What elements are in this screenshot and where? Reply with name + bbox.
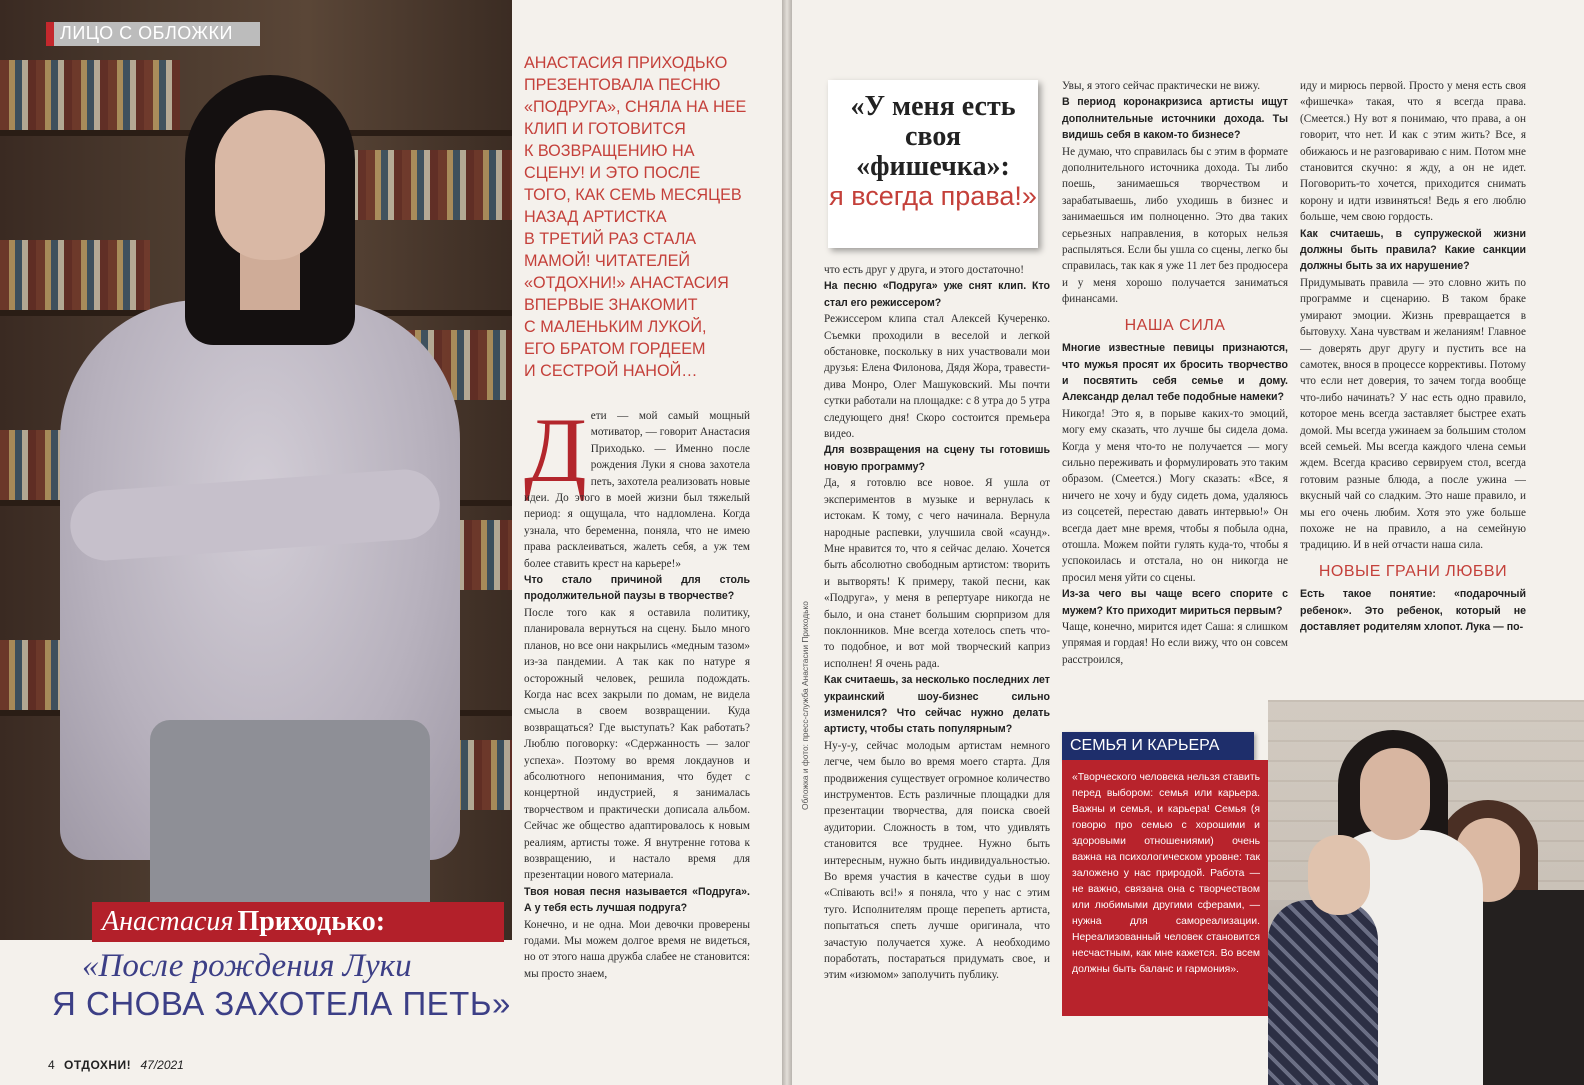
bookshelf-books bbox=[0, 240, 150, 310]
lead-line: «ОТДОХНИ!» АНАСТАСИЯ bbox=[524, 274, 729, 292]
section-subheading: НАША СИЛА bbox=[1124, 316, 1226, 334]
bookshelf-books bbox=[0, 60, 180, 130]
interview-answer: Чаще, конечно, мирится идет Саша: я слишком упрямая и гордая! Но если вижу, что он совсем расстроился, bbox=[1062, 621, 1288, 666]
article-column-right-3 bbox=[1300, 78, 1526, 696]
last-name: Приходько: bbox=[237, 906, 386, 937]
bookshelf-books bbox=[330, 150, 512, 220]
photo-credit: Обложка и фото: пресс-служба Анастасии Приходько bbox=[800, 601, 810, 810]
pull-quote bbox=[828, 80, 1038, 248]
interview-question: Что стало причиной для столь продолжительной паузы в творчестве? bbox=[524, 574, 750, 603]
interview-question: Из-за чего вы чаще всего спорите с мужем? Кто приходит мириться первым? bbox=[1062, 588, 1288, 617]
interview-answer: ети — мой самый мощный мотиватор, — говорит Анастасия Приходько. — Именно после рождения Луки я снова захотела петь, захотела реализовать новые идеи. До этого в моей жизни был тяжелый период: я ощущала, что надломлена. Когда узнала, что беременна, поняла, что не имею права расклеиваться, жалеть себя, а уж тем более ставить крест на карьере!» bbox=[524, 410, 750, 570]
pull-quote-line-2: я всегда права!» bbox=[829, 181, 1037, 211]
mother-face bbox=[1360, 748, 1430, 840]
interview-answer: Ну-у-у, сейчас молодым артистам немного легче, чем было во время моего старта. Для продвижения существует огромное количество инструментов. Есть различные площадки для презентации творчества, для поиска своей аудитории. Сложность в том, что удивлять становится все труднее. Нужно быть интересным, нужно быть индивидуальностью. Во время участия в качестве судьи в шоу «Співають всі!» я поняла, что у нас с этим туго. Исполнителям проще перепеть артиста, попытаться спеть лучше оригинала, что зачастую получается хуже. А необходимо поработать, постараться придумать свое, и этим «изюмом» заполучить публику. bbox=[824, 739, 1050, 982]
drop-cap: Д bbox=[524, 408, 587, 501]
lead-line: ПРЕЗЕНТОВАЛА ПЕСНЮ bbox=[524, 76, 721, 94]
family-photo bbox=[1268, 700, 1584, 1085]
article-column-right-2 bbox=[1062, 78, 1288, 724]
interview-question: Как считаешь, в супружеской жизни должны быть правила? Какие санкции должны быть за их нарушение? bbox=[1300, 227, 1526, 273]
sidebar-text: «Творческого человека нельзя ставить перед выбором: семья или карьера. Важны и семья, и карьера! Семья (я говорю про семью с хорошими и здоровыми отношениями) очень важна на психологическом уровне: так заложено у нас природой. Работа — не важно, связана она с творчеством или любимыми другими сферами, — нужна для самореализации. Нереализованный человек становится несчастным, как мне кажется. Во всем должны быть баланс и гармония». bbox=[1072, 772, 1260, 975]
lead-line: К ВОЗВРАЩЕНИЮ НА bbox=[524, 142, 695, 160]
interview-question: Есть такое понятие: «подарочный ребенок». Это ребенок, который не доставляет родителям хлопот. Лука — по- bbox=[1300, 588, 1526, 633]
article-column-right-1 bbox=[824, 262, 1050, 1026]
interview-question: На песню «Подруга» уже снят клип. Кто стал его режиссером? bbox=[824, 280, 1050, 309]
issue-number: 47/2021 bbox=[140, 1058, 184, 1072]
sidebar-title bbox=[1062, 732, 1254, 760]
sidebar-title-text: СЕМЬЯ И КАРЬЕРА bbox=[1070, 737, 1220, 754]
article-column-left bbox=[524, 408, 750, 1022]
interview-answer: иду и мирюсь первой. Просто у меня есть своя «фишечка» такая, что я всегда права. (Смеется.) Ну вот я понимаю, что права, а он говорит, что нет. И как с этим жить? Все, я обижаюсь и не разговариваю с ним. Потом мне становится скучно: я жду, а он не идет. Поговорить-то хочется, приходится снимать корону и идти извиняться! Ведь я его люблю больше, чем свою гордость. bbox=[1300, 80, 1526, 224]
interview-answer: что есть друг у друга, и этого достаточно! bbox=[824, 264, 1024, 276]
magazine-name: ОТДОХНИ! bbox=[64, 1058, 132, 1072]
lead-line: ЕГО БРАТОМ ГОРДЕЕМ bbox=[524, 340, 706, 358]
interview-answer: Да, я готовлю все новое. Я ушла от экспериментов в музыке и вернулась к истокам. К тому, с чего начинала. Вернула народные распевки, улучшила свой «саунд». Мне нравится то, что я сейчас делаю. Хочется быть абсолютно свободным артистом: творить и вытворять! К примеру, такой песни, как «Подруга», у меня в репертуаре никогда не было, и она станет большим сюрпризом для поклонников. Мне всегда хотелось спеть что-то подобное, и вот мой творческий каприз исполнен! Я очень рада. bbox=[824, 477, 1050, 670]
section-rubric bbox=[46, 22, 260, 46]
lead-line: С МАЛЕНЬКИМ ЛУКОЙ, bbox=[524, 318, 707, 336]
interview-question: Многие известные певицы признаются, что мужья просят их бросить творчество и посвятить себя семье и дому. Александр делал тебе подобные намеки? bbox=[1062, 342, 1288, 404]
interview-answer: После того как я оставила политику, планировала вернуться на сцену. Было много планов, но все они накрылись «медным тазом» из-за пандемии. А так как по натуре я осторожный человек, решила подождать. Когда нас всех закрыли по домам, не видела смысла в своем возвращении. Куда возвращаться? Где выступать? Как работать? Люблю поговорку: «Сдержанность — залог успеха». Поэтому во время локдаунов и абсолютного непонимания, что будет с концертной индустрией, я занималась творчеством и практически дописала альбом. Сейчас же общество адаптировалось к новым реалиям, артисты тоже. Я внутренне готова к возвращению, и настало время для презентации нового материала. bbox=[524, 606, 750, 882]
interview-answer: Никогда! Это я, в порыве каких-то эмоций, могу ему сказать, что лучше бы сидела дома. Когда у меня что-то не получается — могу сильно переживать и формулировать это таким образом. (Смеется.) Могу сказать: «Все, я ничего не хочу и буду сидеть дома, удаляюсь из соцсетей, перестаю давать интервью!» Он всегда дает мне время, чтобы я побыла одна, отошла. Можем пойти гулять куда-то, чтобы я успокоилась и отстала, но он никогда не просил меня уйти со сцены. bbox=[1062, 407, 1288, 584]
page-number: 4 bbox=[48, 1058, 55, 1072]
rubric-label: ЛИЦО С ОБЛОЖКИ bbox=[60, 23, 233, 43]
interview-question: Как считаешь, за несколько последних лет украинский шоу-бизнес сильно изменился? Что сейчас нужно делать артисту, чтобы стать популярным? bbox=[824, 674, 1050, 736]
left-page bbox=[0, 0, 782, 1085]
interview-question: В период коронакризиса артисты ищут дополнительные источники дохода. Ты видишь себя в каком-то бизнесе? bbox=[1062, 96, 1288, 142]
boy-figure bbox=[1268, 900, 1378, 1085]
pull-quote-line-1: «У меня есть своя «фишечка»: bbox=[850, 91, 1016, 182]
lead-paragraph bbox=[524, 52, 752, 382]
lead-line: В ТРЕТИЙ РАЗ СТАЛА bbox=[524, 230, 697, 248]
lead-line: СЦЕНУ! И ЭТО ПОСЛЕ bbox=[524, 164, 701, 182]
name-banner bbox=[92, 902, 504, 942]
face bbox=[215, 110, 325, 260]
lead-line: КЛИП И ГОТОВИТСЯ bbox=[524, 120, 686, 138]
interview-answer: Конечно, и не одна. Мои девочки проверены годами. Мы можем долгое время не видеться, но от этого наша дружба слабее не становится: мы просто знаем, bbox=[524, 918, 750, 980]
lead-line: И СЕСТРОЙ НАНОЙ… bbox=[524, 362, 698, 380]
lead-line: ВПЕРВЫЕ ЗНАКОМИТ bbox=[524, 296, 698, 314]
interview-question: Твоя новая песня называется «Подруга». А у тебя есть лучшая подруга? bbox=[524, 885, 750, 915]
rubric-accent bbox=[46, 22, 54, 46]
headline-line-1: «После рождения Луки bbox=[82, 948, 412, 984]
headline-line-2: Я СНОВА ЗАХОТЕЛА ПЕТЬ» bbox=[52, 985, 511, 1022]
section-subheading: НОВЫЕ ГРАНИ ЛЮБВИ bbox=[1318, 562, 1508, 580]
lead-line: ТОГО, КАК СЕМЬ МЕСЯЦЕВ bbox=[524, 186, 742, 204]
spine-gutter bbox=[782, 0, 792, 1085]
sidebar-box bbox=[1062, 760, 1268, 1016]
cover-photo bbox=[0, 0, 512, 940]
lead-line: НАЗАД АРТИСТКА bbox=[524, 208, 667, 226]
lead-line: МАМОЙ! ЧИТАТЕЛЕЙ bbox=[524, 252, 691, 270]
page-footer bbox=[48, 1058, 184, 1072]
first-name: Анастасия bbox=[102, 906, 234, 937]
interview-answer: Режиссером клипа стал Алексей Кучеренко. Съемки проходили в веселой и легкой обстановке, поскольку в них участвовали мои друзья: Елена Филонова, Дядя Жора, травести-дива Монро, Олег Машуковский. Мы почти сутки работали на площадке: с 8 утра до 5 утра следующего дня! Скоро состоится премьера видео. bbox=[824, 313, 1050, 441]
lead-line: «ПОДРУГА», СНЯЛА НА НЕЕ bbox=[524, 98, 747, 116]
interview-answer: Увы, я этого сейчас практически не вижу. bbox=[1062, 80, 1261, 92]
interview-answer: Придумывать правила — это словно жить по программе и сценарию. В таком браке умирают эмоции. Жизнь превращается в бытовуху. Хана чувствам и желаниям! Главное — доверять друг другу и пустить все на самотек, внося в процессе коррективы. Потому что если нет доверия, то зачем тогда вообще что-либо начинать? У нас есть одно правило, которое мень всегда заставляет быстрее ехать домой. Мы всегда ужинаем за большим столом всей семьей. Мы всегда каждого члена семьи ждем. Всегда красиво сервируем стол, всегда готовим разные блюда, а после ужина — вкусный чай со сладким. Это наше правило, и мы его очень любим. Хотя это уже больше похоже не на правило, а на семейную традицию. И в ней отчасти наша сила. bbox=[1300, 276, 1526, 552]
lead-line: АНАСТАСИЯ ПРИХОДЬКО bbox=[524, 54, 728, 72]
boy-face bbox=[1308, 835, 1370, 915]
interview-answer: Не думаю, что справилась бы с этим в формате дополнительного источника дохода. Ты либо поешь, занимаешься творчеством и зарабатываешь, либо уходишь в бизнес и занимаешься им полноценно. Это два таких серьезных направления, в которых нельзя распыляться. Если бы ушла со сцены, легко бы справилась, так как я уже 11 лет без продюсера и у меня хорошо получается заниматься финансами. bbox=[1062, 145, 1288, 306]
interview-question: Для возвращения на сцену ты готовишь новую программу? bbox=[824, 444, 1050, 473]
